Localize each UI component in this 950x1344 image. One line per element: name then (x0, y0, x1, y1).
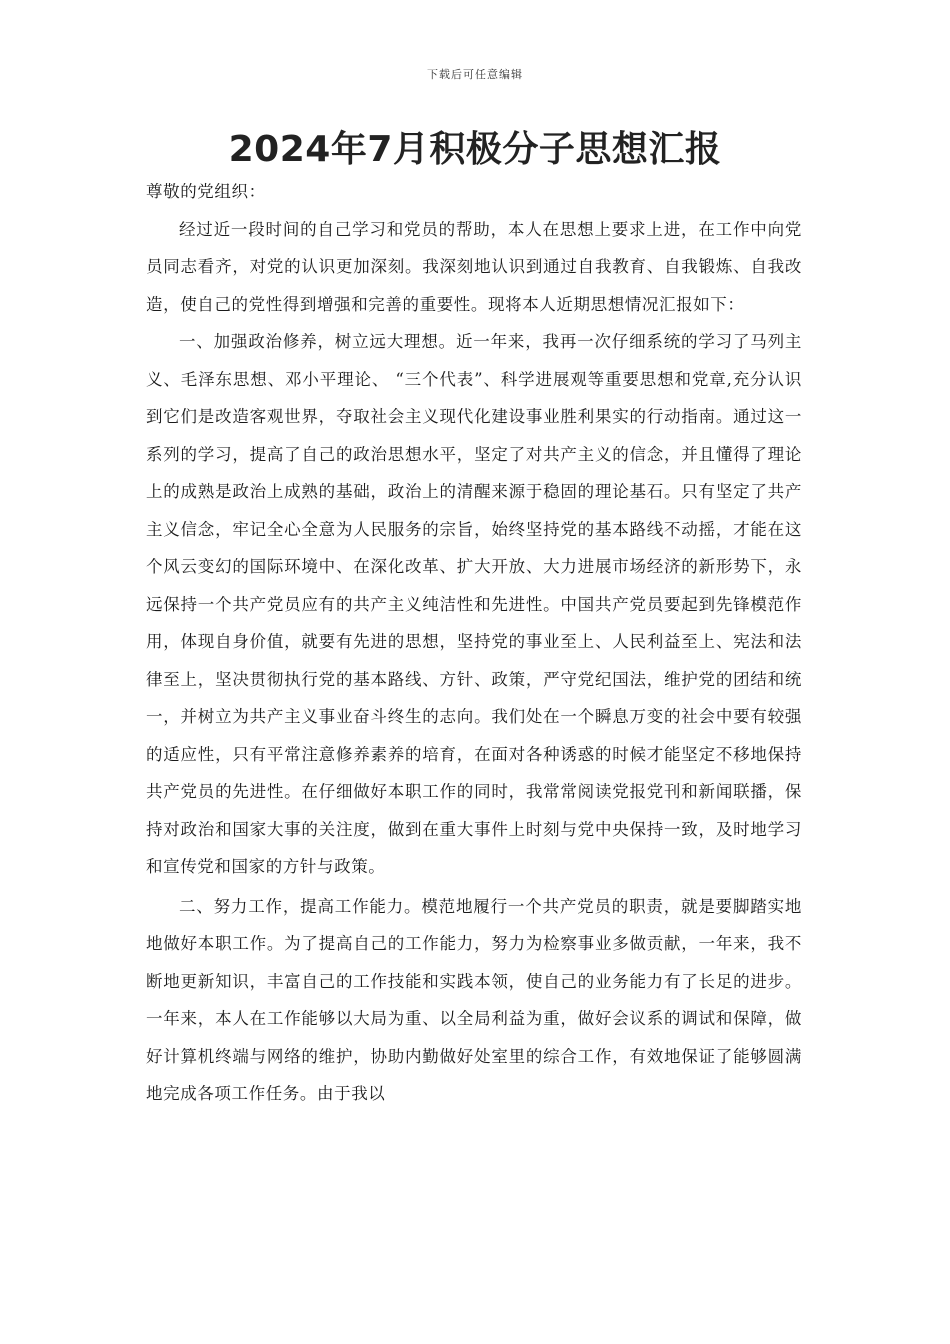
paragraph-section-one: 一、加强政治修养，树立远大理想。近一年来，我再一次仔细系统的学习了马列主义、毛泽东思想、邓小平理论、 “三个代表”、科学进展观等重要思想和党章,充分认识到它们是改造客观世界，夺取社会主义现代化建设事业胜利果实的行动指南。通过这一系列的学习，提高了自己的政治思想水平，坚定了对共产主义的信念，并且懂得了理论上的成熟是政治上成熟的基础，政治上的清醒来源于稳固的理论基石。只有坚定了共产主义信念，牢记全心全意为人民服务的宗旨，始终坚持党的基本路线不动摇，才能在这个风云变幻的国际环境中、在深化改革、扩大开放、大力进展市场经济的新形势下，永远保持一个共产党员应有的共产主义纯洁性和先进性。中国共产党员要起到先锋模范作用，体现自身价值，就要有先进的思想，坚持党的事业至上、人民利益至上、宪法和法律至上，坚决贯彻执行党的基本路线、方针、政策，严守党纪国法，维护党的团结和统一，并树立为共产主义事业奋斗终生的志向。我们处在一个瞬息万变的社会中要有较强的适应性，只有平常注意修养素养的培育，在面对各种诱惑的时候才能坚定不移地保持共产党员的先进性。在仔细做好本职工作的同时，我常常阅读党报党刊和新闻联播，保持对政治和国家大事的关注度，做到在重大事件上时刻与党中央保持一致，及时地学习和宣传党和国家的方针与政策。 (146, 332, 802, 876)
salutation: 尊敬的党组织： (146, 182, 266, 201)
header-note: 下载后可任意编辑 (427, 68, 523, 81)
document-title: 2024年7月积极分子思想汇报 (228, 129, 722, 170)
paragraph-section-two: 二、努力工作，提高工作能力。模范地履行一个共产党员的职责，就是要脚踏实地地做好本职工作。为了提高自己的工作能力，努力为检察事业多做贡献，一年来，我不断地更新知识，丰富自己的工作技能和实践本领，使自己的业务能力有了长足的进步。一年来，本人在工作能够以大局为重、以全局利益为重，做好会议系的调试和保障，做好计算机终端与网络的维护，协助内勤做好处室里的综合工作，有效地保证了能够圆满地完成各项工作任务。由于我以 (146, 896, 802, 1103)
paragraph-intro: 经过近一段时间的自己学习和党员的帮助，本人在思想上要求上进，在工作中向党员同志看齐，对党的认识更加深刻。我深刻地认识到通过自我教育、自我锻炼、自我改造，使自己的党性得到增强和完善的重要性。现将本人近期思想情况汇报如下： (146, 219, 802, 314)
document-body (146, 173, 802, 1113)
